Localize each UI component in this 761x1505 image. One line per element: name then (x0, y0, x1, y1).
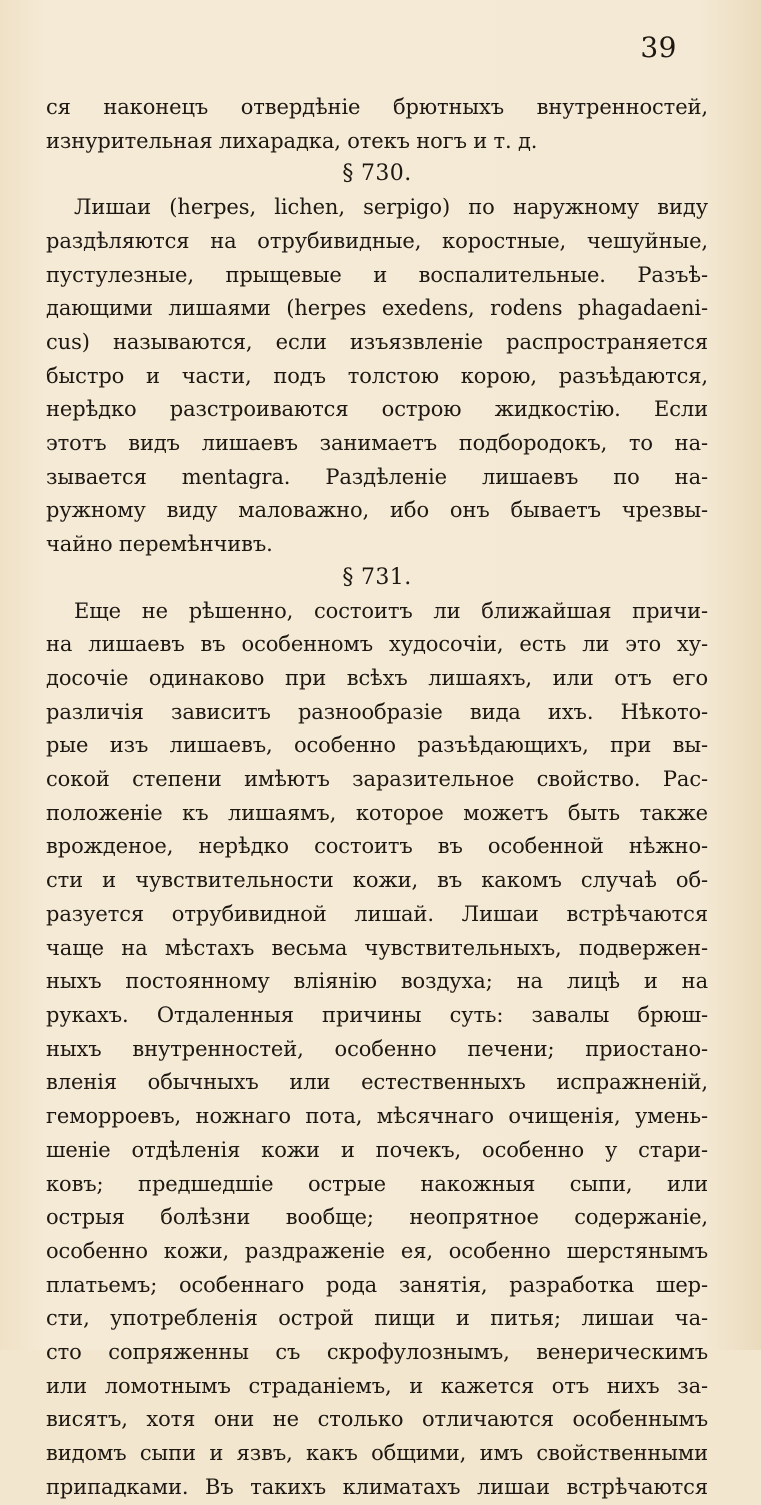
text-line: сти, употребленія острой пищи и питья; лишаи ча- (46, 1306, 708, 1331)
text-line: ковъ; предшедшіе острые накожныя сыпи, или (46, 1171, 708, 1196)
section-730-heading: § 730. (342, 161, 412, 187)
body-text (46, 91, 708, 1505)
text-line: досочіе одинаково при всѣхъ лишаяхъ, или отъ его (46, 665, 708, 690)
section-731-heading: § 731. (342, 564, 412, 590)
text-line: Еще не рѣшенно, состоитъ ли ближайшая причи- (74, 598, 708, 623)
text-line: ся наконецъ отвердѣніе брютныхъ внутренностей, (46, 95, 708, 119)
text-line: острыя болѣзни вообще; неопрятное содержаніе, (46, 1205, 708, 1230)
text-line: сокой степени имѣютъ заразительное свойство. Рас- (46, 767, 708, 792)
text-line: нерѣдко разстроиваются острою жидкостію. Если (46, 397, 708, 422)
text-line: рые изъ лишаевъ, особенно разъѣдающихъ, при вы- (46, 733, 708, 758)
text-line: на лишаевъ въ особенномъ худосочіи, есть ли это ху- (46, 632, 708, 657)
text-line: Лишаи (herpes, lichen, serpigo) по наружному виду (74, 195, 708, 220)
text-line: или ломотнымъ страданіемъ, и кажется отъ нихъ за- (46, 1373, 708, 1398)
text-line: положеніе къ лишаямъ, которое можетъ быть также (46, 800, 708, 825)
text-line: шеніе отдѣленія кожи и почекъ, особенно у стари- (46, 1137, 708, 1162)
intro-paragraph (46, 91, 708, 158)
section-731-paragraph (46, 595, 708, 1505)
text-line: этотъ видъ лишаевъ занимаетъ подбородокъ, то на- (46, 431, 708, 456)
text-line: чайно перемѣнчивъ. (46, 532, 273, 557)
text-line: врожденое, нерѣдко состоитъ въ особенной нѣжно- (46, 834, 708, 859)
text-line: сто сопряженны съ скрофулознымъ, венерическимъ (46, 1340, 708, 1365)
text-line: платьемъ; особеннаго рода занятія, разработка шер- (46, 1272, 708, 1297)
text-line: раздѣляются на отрубивидные, коростные, чешуйные, (46, 228, 708, 253)
text-line: видомъ сыпи и язвъ, какъ общими, имъ свойственными (46, 1441, 708, 1466)
text-line: сти и чувствительности кожи, въ какомъ случаѣ об- (46, 868, 708, 893)
text-line: пустулезные, прыщевые и воспалительные. Разъѣ- (46, 262, 708, 287)
text-line: припадками. Въ такихъ климатахъ лишаи встрѣчаются (46, 1474, 708, 1499)
text-line: ружному виду маловажно, ибо онъ бываетъ чрезвы- (46, 498, 708, 523)
text-line: чаще на мѣстахъ весьма чувствительныхъ, подвержен- (46, 935, 708, 960)
text-line: cus) называются, если изъязвленіе распространяется (46, 329, 708, 354)
text-line: изнурительная лихарадка, отекъ ногъ и т. д. (46, 128, 538, 153)
text-line: геморроевъ, ножнаго пота, мѣсячнаго очищенія, умень- (46, 1104, 708, 1129)
text-line: ныхъ постоянному вліянію воздуха; на лицѣ и на (46, 969, 708, 994)
text-line: особенно кожи, раздраженіе ея, особенно шерстянымъ (46, 1238, 708, 1263)
text-line: зывается mentagra. Раздѣленіе лишаевъ по на- (46, 464, 708, 489)
text-line: рукахъ. Отдаленныя причины суть: завалы брюш- (46, 1002, 708, 1027)
text-line: быстро и части, подъ толстою корою, разъѣдаются, (46, 363, 708, 388)
section-730-paragraph (46, 191, 708, 562)
text-line: различія зависитъ разнообразіе вида ихъ. Нѣкото- (46, 699, 708, 724)
text-line: ныхъ внутренностей, особенно печени; приостано- (46, 1036, 708, 1061)
text-line: дающими лишаями (herpes exedens, rodens phagadaeni- (46, 296, 708, 321)
text-line: разуется отрубивидной лишай. Лишаи встрѣчаются (46, 901, 708, 926)
page-number: 39 (640, 31, 677, 64)
text-line: вленія обычныхъ или естественныхъ испражненій, (46, 1070, 708, 1095)
text-line: висятъ, хотя они не столько отличаются особеннымъ (46, 1407, 708, 1432)
